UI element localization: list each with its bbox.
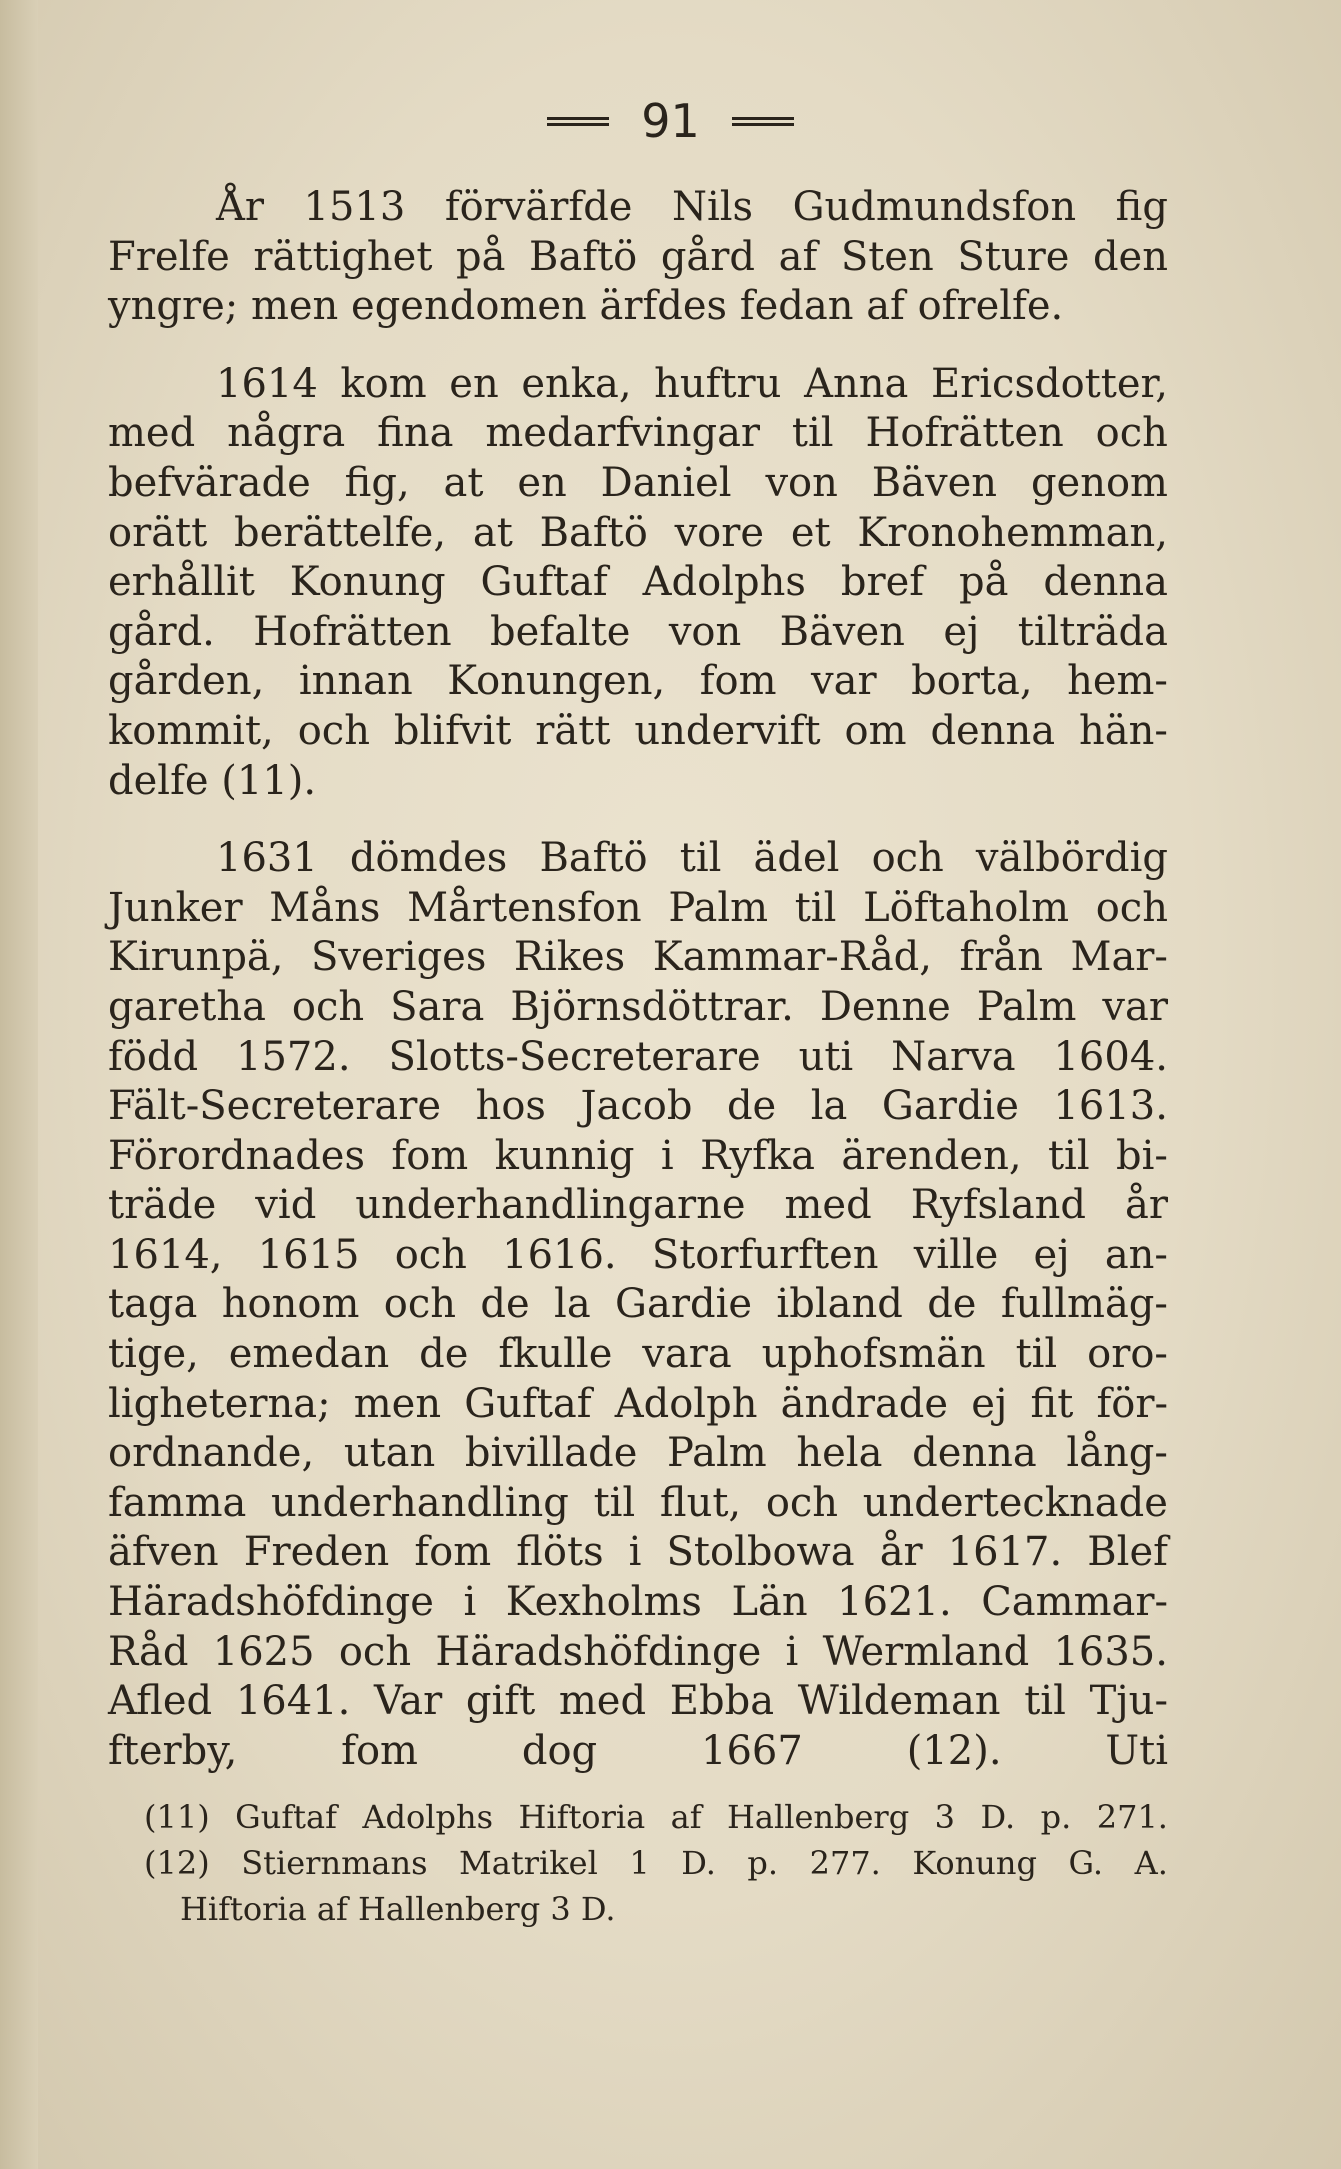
page-gutter [0, 0, 38, 2169]
text-line: Frelfe rättighet på Baftö gård af Sten Sture den [108, 233, 1168, 280]
footnote-12-continued: Hiftoria af Hallenberg 3 D. [180, 1890, 616, 1929]
footnote-11: (11) Guftaf Adolphs Hiftoria af Hallenberg 3 D. p. 271. [144, 1798, 1168, 1837]
header-rule-right [732, 117, 794, 126]
text-line: ordnande, utan bivillade Palm hela denna lång- [108, 1430, 1168, 1477]
text-line: Förordnades fom kunnig i Ryfka ärenden, til bi- [108, 1132, 1168, 1179]
page-header [0, 90, 1341, 148]
text-line: gård. Hofrätten befalte von Bäven ej tilträda [108, 608, 1168, 655]
text-line-catchword: fterby, fom dog 1667 (12). Uti [108, 1727, 1168, 1774]
text-line: erhållit Konung Guftaf Adolphs bref på denna [108, 559, 1168, 606]
footnote-12: (12) Stiernmans Matrikel 1 D. p. 277. Konung G. A. [144, 1844, 1168, 1883]
text-line: Junker Måns Mårtensfon Palm til Löftaholm och [108, 884, 1168, 931]
text-line: yngre; men egendomen ärfdes fedan af ofrelfe. [108, 283, 1064, 330]
text-line: taga honom och de la Gardie ibland de fullmäg- [108, 1281, 1168, 1328]
text-line: orätt berättelfe, at Baftö vore et Kronohemman, [108, 509, 1168, 556]
page-number: 91 [641, 94, 700, 148]
page-body [108, 183, 1168, 1932]
text-line: Fält-Secreterare hos Jacob de la Gardie 1613. [108, 1083, 1168, 1130]
text-line: År 1513 förvärfde Nils Gudmundsfon fig [216, 184, 1168, 230]
footnotes [108, 1794, 1168, 1932]
header-rule-left [547, 117, 609, 126]
text-line: befvärade fig, at en Daniel von Bäven genom [108, 459, 1168, 506]
text-line: Häradshöfdinge i Kexholms Län 1621. Cammar- [108, 1579, 1168, 1626]
text-line: kommit, och blifvit rätt undervift om denna hän- [108, 707, 1168, 754]
text-line: 1614 kom en enka, huftru Anna Ericsdotter, [216, 360, 1168, 407]
text-line: född 1572. Slotts-Secreterare uti Narva 1604. [108, 1033, 1168, 1080]
text-line: famma underhandling til flut, och undertecknade [108, 1479, 1168, 1526]
text-line: 1614, 1615 och 1616. Storfurften ville ej an- [108, 1231, 1168, 1278]
text-line: tige, emedan de fkulle vara uphofsmän til oro- [108, 1331, 1168, 1378]
text-line: 1631 dömdes Baftö til ädel och välbördig [216, 835, 1168, 882]
text-line: garetha och Sara Björnsdöttrar. Denne Palm var [108, 983, 1168, 1030]
text-line: äfven Freden fom flöts i Stolbowa år 1617. Blef [108, 1529, 1168, 1576]
text-line: delfe (11). [108, 757, 317, 804]
text-line: ligheterna; men Guftaf Adolph ändrade ej fit för- [108, 1380, 1168, 1427]
text-line: Afled 1641. Var gift med Ebba Wildeman til Tju- [108, 1678, 1168, 1725]
text-line: Råd 1625 och Häradshöfdinge i Wermland 1635. [108, 1628, 1168, 1675]
text-line: träde vid underhandlingarne med Ryfsland år [108, 1182, 1168, 1229]
text-line: med några fina medarfvingar til Hofrätten och [108, 410, 1168, 457]
text-line: Kirunpä, Sveriges Rikes Kammar-Råd, från Mar- [108, 934, 1168, 981]
text-line: gården, innan Konungen, fom var borta, hem- [108, 658, 1168, 705]
